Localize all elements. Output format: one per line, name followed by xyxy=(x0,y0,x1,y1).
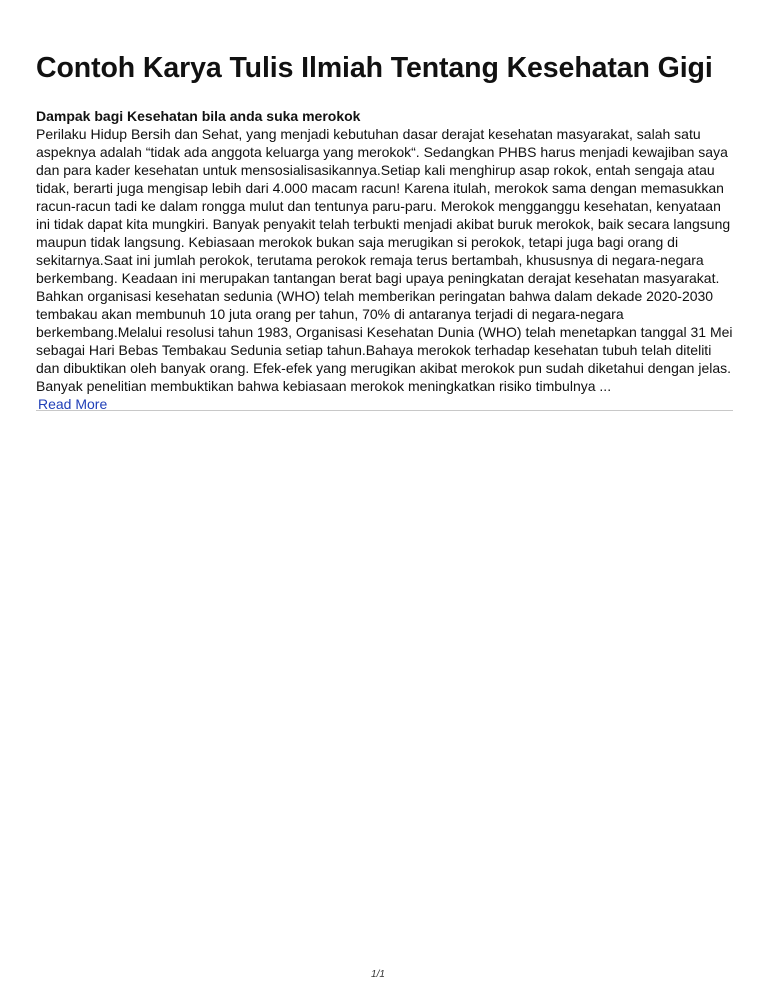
article-line: maupun tidak langsung. Kebiasaan merokok bukan saja merugikan si perokok, tetapi juga bagi orang di xyxy=(36,234,679,250)
page-title: Contoh Karya Tulis Ilmiah Tentang Kesehatan Gigi xyxy=(36,52,713,84)
article-line: Banyak penelitian membuktikan bahwa kebiasaan merokok meningkatkan risiko timbulnya ... xyxy=(36,378,612,394)
divider xyxy=(36,410,733,411)
article xyxy=(36,107,733,414)
article-line: ini tidak dapat kita mungkiri. Banyak penyakit telah terbukti menjadi akibat buruk merokok, baik secara langsung xyxy=(36,216,731,232)
article-line: tidak, berarti juga mengisap lebih dari 4.000 macam racun! Karena itulah, merokok sama dengan memasukkan xyxy=(36,180,724,196)
article-line: dan para kader kesehatan untuk mensosialisasikannya.Setiap kali menghirup asap rokok, entah sengaja atau xyxy=(36,162,715,178)
article-line: dan dibuktikan oleh banyak orang. Efek-efek yang merugikan akibat merokok pun sudah diketahui dengan jelas. xyxy=(36,360,732,376)
article-heading: Dampak bagi Kesehatan bila anda suka merokok xyxy=(36,108,361,124)
article-line: berkembang. Keadaan ini merupakan tantangan berat bagi upaya peningkatan derajat kesehatan masyarakat. xyxy=(36,270,720,286)
article-line: Bahkan organisasi kesehatan sedunia (WHO) telah memberikan peringatan bahwa dalam dekade 2020-2030 xyxy=(36,288,714,304)
article-line: sebagai Hari Bebas Tembakau Sedunia setiap tahun.Bahaya merokok terhadap kesehatan tubuh telah diteliti xyxy=(36,342,712,358)
page-number: 1/1 xyxy=(371,969,385,980)
read-more-link[interactable]: Read More xyxy=(38,396,108,412)
article-line: sekitarnya.Saat ini jumlah perokok, terutama perokok remaja terus bertambah, khususnya di negara-negara xyxy=(36,252,704,268)
article-line: racun-racun tadi ke dalam rongga mulut dan tentunya paru-paru. Merokok mengganggu kesehatan, kenyataan xyxy=(36,198,721,214)
article-body xyxy=(36,125,733,395)
article-line: Perilaku Hidup Bersih dan Sehat, yang menjadi kebutuhan dasar derajat kesehatan masyarakat, salah satu xyxy=(36,126,701,142)
article-line: aspeknya adalah “tidak ada anggota keluarga yang merokok“. Sedangkan PHBS harus menjadi kewajiban saya xyxy=(36,144,728,160)
article-line: tembakau akan membunuh 10 juta orang per tahun, 70% di antaranya terjadi di negara-negara xyxy=(36,306,624,322)
article-line: berkembang.Melalui resolusi tahun 1983, Organisasi Kesehatan Dunia (WHO) telah menetapkan tanggal 31 Mei xyxy=(36,324,733,340)
